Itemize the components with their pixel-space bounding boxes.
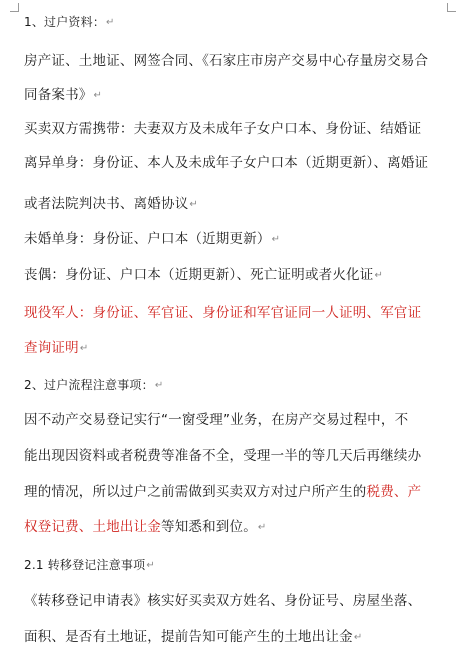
line-text: 等知悉和到位。 [161,519,257,535]
paragraph-mark: ↵ [154,380,164,391]
page-corner-mark [447,3,456,12]
line-text: 或者法院判决书、离婚协议 [24,196,189,212]
paragraph-mark: ↵ [79,343,89,354]
text-line [24,195,198,214]
line-text: 买卖双方需携带：夫妻双方及未成年子女户口本、身份证、结婚证 [24,121,422,137]
line-text: 同备案书》 [24,87,93,103]
paragraph-mark: ↵ [257,522,267,533]
paragraph-mark: ↵ [271,234,281,245]
line-text: 因不动产交易登记实行“一窗受理”业务，在房产交易过程中，不 [24,412,409,428]
line-text: 查询证明 [24,340,79,356]
line-text: 房产证、土地证、网签合同、《石家庄市房产交易中心存量房交易合 [24,53,429,69]
section-heading [24,556,155,575]
highlight-line [24,339,88,358]
section-heading [24,376,163,395]
paragraph-mark: ↵ [189,199,198,210]
line-text: 现役军人：身份证、军官证、身份证和军官证同一人证明、军官证 [24,305,422,321]
line-text: 《转移登记申请表》核实好买卖双方姓名、身份证号、房屋坐落、 [24,593,422,609]
text-line [24,518,267,537]
text-line [24,230,280,249]
section-heading [24,13,115,32]
text-line [24,154,428,172]
highlight-text: 权登记费、土地出让金 [24,519,161,535]
line-text: 理的情况，所以过户之前需做到买卖双方对过户所产生的 [24,484,367,500]
paragraph-mark: ↵ [93,90,103,101]
highlight-text: 税费、产 [366,484,422,500]
text-line [24,628,362,647]
paragraph-mark: ↵ [353,632,363,643]
highlight-line [24,304,421,322]
page-corner-mark [10,3,19,12]
paragraph-mark: ↵ [106,17,115,28]
text-line [24,86,102,105]
line-text: 离异单身：身份证、本人及未成年子女户口本（近期更新）、离婚证 [24,155,429,171]
paragraph-mark: ↵ [374,270,384,281]
heading-text: 2、过户流程注意事项： [24,378,154,392]
text-line [24,447,421,465]
text-line [24,411,408,429]
line-text: 丧偶：身份证、户口本（近期更新）、死亡证明或者火化证 [24,267,374,283]
paragraph-mark: ↵ [146,560,155,571]
heading-text: 2.1 转移登记注意事项 [24,558,146,572]
text-line [24,120,421,138]
line-text: 未婚单身：身份证、户口本（近期更新） [24,231,271,247]
line-text: 面积、是否有土地证，提前告知可能产生的土地出让金 [24,629,353,645]
text-line [24,592,421,610]
heading-text: 1、过户资料： [24,15,106,29]
text-line [24,266,383,285]
text-line [24,52,428,70]
text-line [24,483,421,501]
line-text: 能出现因资料或者税费等准备不全，受理一半的等几天后再继续办 [24,448,422,464]
